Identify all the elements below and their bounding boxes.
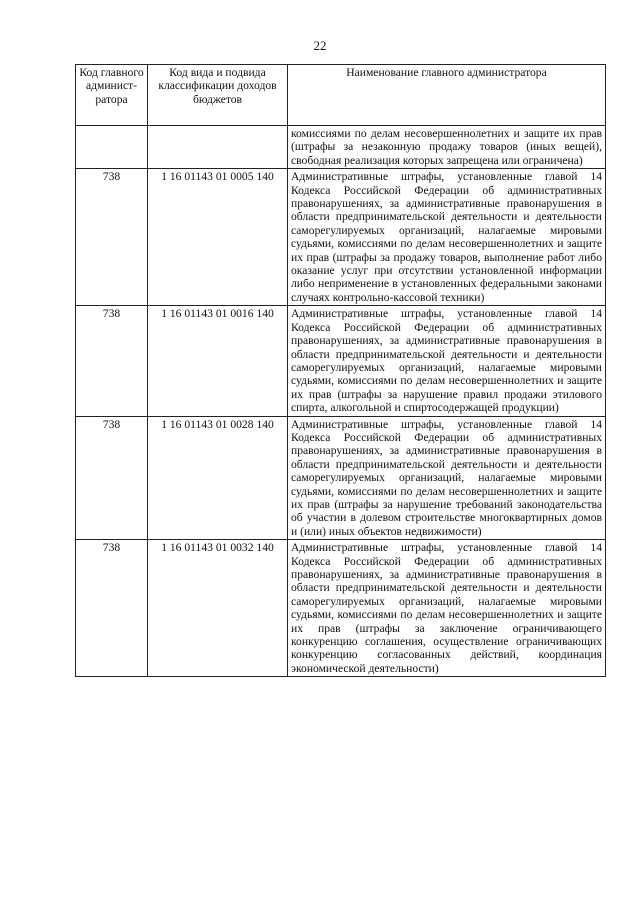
header-admin-name: Наименование главного администратора [288, 65, 606, 126]
admin-name-cell: Административные штрафы, установленные главой 14 Кодекса Российской Федерации об административных правонарушениях, за административные правонарушения в области предпринимательской деятельности и деятельности саморегулируемых организаций, налагаемые мировыми судьями, комиссиями по делам несовершеннолетних и защите их прав (штрафы за нарушение правил продажи этилового спирта, алкогольной и спиртосодержащей продукции) [288, 306, 606, 416]
header-revenue-code: Код вида и подвида классификации доходов бюджетов [148, 65, 288, 126]
admin-name-cell: Административные штрафы, установленные главой 14 Кодекса Российской Федерации об административных правонарушениях, за административные правонарушения в области предпринимательской деятельности и деятельности саморегулируемых организаций, налагаемые мировыми судьями, комиссиями по делам несовершеннолетних и защите их прав (штрафы за нарушение требований законодательства об участии в долевом строительстве многоквартирных домов и (или) иных объектов недвижимости) [288, 416, 606, 540]
revenue-code-cell: 1 16 01143 01 0016 140 [148, 306, 288, 416]
admin-name-cell: Административные штрафы, установленные главой 14 Кодекса Российской Федерации об административных правонарушениях, за административные правонарушения в области предпринимательской деятельности и деятельности саморегулируемых организаций, налагаемые мировыми судьями, комиссиями по делам несовершеннолетних и защите их прав (штрафы за продажу товаров, выполнение работ либо оказание услуг при отсутствии установленной информации либо неприменение в установленных федеральными законами случаях контрольно-кассовой техники) [288, 169, 606, 306]
admin-code-cell: 738 [76, 540, 148, 677]
continuation-code-cell [148, 126, 288, 169]
table-row [76, 306, 606, 416]
admin-code-cell: 738 [76, 416, 148, 540]
table-row [76, 416, 606, 540]
table-header-row [76, 65, 606, 126]
admin-code-cell: 738 [76, 169, 148, 306]
header-admin-code: Код главного админист-ратора [76, 65, 148, 126]
table-row [76, 540, 606, 677]
revenue-codes-table [75, 64, 606, 677]
revenue-code-cell: 1 16 01143 01 0028 140 [148, 416, 288, 540]
admin-code-cell: 738 [76, 306, 148, 416]
continuation-name-cell: комиссиями по делам несовершеннолетних и защите их прав (штрафы за незаконную продажу товаров (иных вещей), свободная реализация которых запрещена или ограничена) [288, 126, 606, 169]
continuation-admin-cell [76, 126, 148, 169]
page-number: 22 [313, 38, 327, 53]
revenue-code-cell: 1 16 01143 01 0032 140 [148, 540, 288, 677]
table-row [76, 169, 606, 306]
admin-name-cell: Административные штрафы, установленные главой 14 Кодекса Российской Федерации об административных правонарушениях, за административные правонарушения в области предпринимательской деятельности и деятельности саморегулируемых организаций, налагаемые мировыми судьями, комиссиями по делам несовершеннолетних и защите их прав (штрафы за заключение ограничивающего конкуренцию соглашения, осуществление ограничивающих конкуренцию согласованных действий, координация экономической деятельности) [288, 540, 606, 677]
table-row-continuation [76, 126, 606, 169]
revenue-code-cell: 1 16 01143 01 0005 140 [148, 169, 288, 306]
